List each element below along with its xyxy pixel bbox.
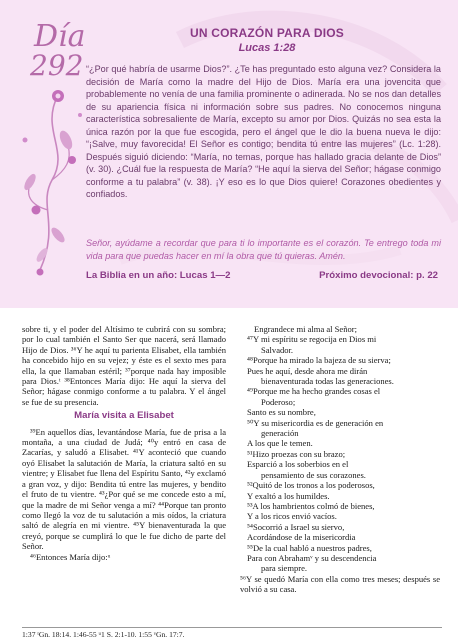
poem-line: Y exaltó a los humildes. <box>247 490 330 501</box>
poem-line: ⁵²Quitó de los tronos a los poderosos, <box>247 480 375 491</box>
poem-line: ⁴⁸Porque ha mirado la bajeza de su sierva; <box>247 355 391 366</box>
scripture-last-line: ⁴⁶Entonces María dijo:ᵘ <box>30 551 111 562</box>
devotional-reference: Lucas 1:28 <box>238 42 296 54</box>
poem-line: Pues he aquí, desde ahora me dirán <box>247 365 368 376</box>
poem-line: ⁵¹Hizo proezas con su brazo; <box>247 448 346 459</box>
poem-line: ⁵³A los hambrientos colmó de bienes, <box>247 500 375 511</box>
poem-line: Salvador. <box>261 344 294 355</box>
poem-line: bienaventurada todas las generaciones. <box>261 376 394 387</box>
poem-line: ⁵⁰Y su misericordia es de generación en <box>247 417 384 428</box>
poem-line: ⁵⁵De la cual habló a nuestros padres, <box>247 542 372 553</box>
poem-line: Y a los ricos envió vacíos. <box>247 511 337 522</box>
day-label: Día <box>34 19 86 54</box>
section-heading: María visita a Elisabet <box>74 410 174 422</box>
poem-line: pensamiento de sus corazones. <box>261 469 366 480</box>
scripture-passage: ³⁹En aquellos días, levantándose María, fue de prisa a la montaña, a una ciudad de Judá; ⁴⁰y entró en casa de Zacarías, y saludó a Elisabet. ⁴¹Y aconteció que cuando oyó Elisabet la salutación de María, la criatura saltó en su vientre; y Elisabet fue llena del Espíritu Santo, ⁴²y exclamó a gran voz, y dijo: Bendita tú entre las mujeres, y bendito el fruto de tu vientre. ⁴³¿Por qué se me concede esto a mí, que la madre de mi Señor venga a mí? ⁴⁴Porque tan pronto como llegó la voz de tu salutación a mis oídos, la criatura saltó de alegría en mi vientre. ⁴⁵Y bienaventurada la que creyó, porque se cumplirá lo que le fue dicho de parte del Señor. <box>22 426 226 552</box>
reading-plan: La Biblia en un año: Lucas 1—2 <box>86 270 231 281</box>
scripture-intro: sobre ti, y el poder del Altísimo te cubrirá con su sombra; por lo cual también el Santo Ser que nacerá, será llamado Hijo de Dios. ³⁶Y he aquí tu parienta Elisabet, ella también ha concebido hijo en su vejez; y éste es el sexto mes para ella, la que llamaban estéril; ³⁷porque nada hay imposible para Dios.ᵗ ³⁸Entonces María dijo: He aquí la sierva del Señor; hágase conmigo conforme a tu palabra. Y el ángel se fue de su presencia. <box>22 324 226 407</box>
poem-line: Esparció a los soberbios en el <box>247 459 349 470</box>
devotional-title: UN CORAZÓN PARA DIOS <box>190 26 344 40</box>
devotional-paragraph: “¿Por qué habría de usarme Dios?”. ¿Te has preguntado esto alguna vez? Considera la decisión de María como la madre del Hijo de Dios. María era una jovencita que probablemente no venía de una familia prominente o adinerada. No se nos dan detalles de su apariencia física ni información sobre sus padres. No conocemos ninguna característica sobresaliente de María, excepto su amor por Dios. Quizás no sea esta la única razón por la que fue escogida, pero el ángel que le dio la buena nueva le dijo: “¡Salve, muy favorecida! El Señor es contigo; bendita tú entre las mujeres” (Lc. 1:28). Después siguió diciendo: “María, no temas, porque has hallado gracia delante de Dios” (v. 30). ¿Cuál fue la respuesta de María? “He aquí la sierva del Señor; hágase conmigo conforme a tu palabra” (v. 38). ¡Y eso es lo que Dios quiere! Corazones obedientes y confiados. <box>86 64 441 199</box>
footnotes: 1:37 ᵗGn. 18:14. 1:46-55 ᵘ1 S. 2:1-10. 1:55 ᵛGn. 17:7. <box>22 627 442 639</box>
poem-line: Engrandece mi alma al Señor; <box>254 324 357 334</box>
scripture-right-column <box>240 324 440 595</box>
poem-line: Poderoso; <box>261 396 296 407</box>
poem-line: Para con Abrahamᵛ y su descendencia <box>247 552 377 563</box>
poem-line: ⁵⁴Socorrió a Israel su siervo, <box>247 521 345 532</box>
devotional-body <box>86 63 441 201</box>
poem-line: ⁴⁹Porque me ha hecho grandes cosas el <box>247 386 381 397</box>
next-devotional: Próximo devocional: p. 22 <box>319 270 438 281</box>
devotional-panel <box>0 0 458 308</box>
poem-line: generación <box>261 428 299 439</box>
poem-line: para siempre. <box>261 563 308 574</box>
poem-line: Santo es su nombre, <box>247 407 316 418</box>
scripture-left-column <box>22 324 226 562</box>
poem-line: ⁴⁷Y mi espíritu se regocija en Dios mi <box>247 334 377 345</box>
poem-line: Acordándose de la misericordia <box>247 532 356 543</box>
scripture-closing: ⁵⁶Y se quedó María con ella como tres meses; después se volvió a su casa. <box>240 573 440 595</box>
devotional-prayer: Señor, ayúdame a recordar que para ti lo importante es el corazón. Te entrego toda mi vida para que puedas hacer en mí la obra que tú quieras. Amén. <box>86 238 441 261</box>
scripture-columns <box>22 324 440 624</box>
poem-line: A los que le temen. <box>247 438 313 449</box>
day-number: 292 <box>30 49 84 82</box>
